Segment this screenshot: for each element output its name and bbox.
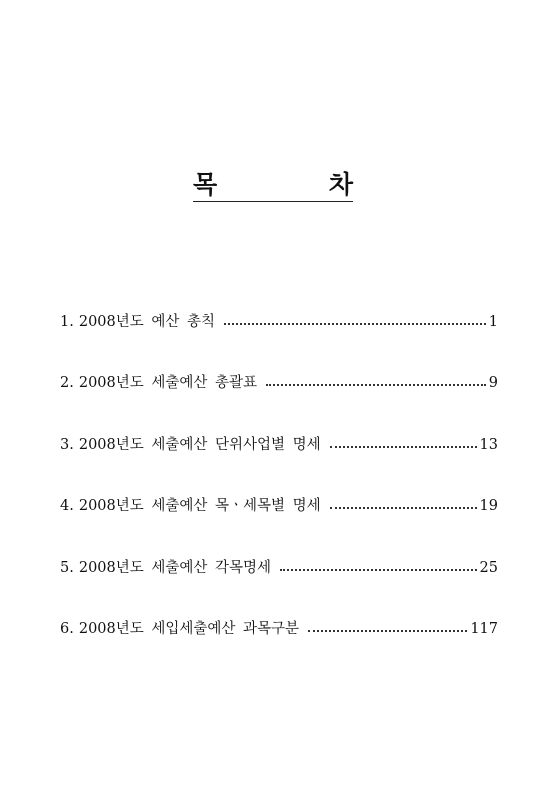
- toc-entry-label: 2008년도 세입세출예산 과목구분: [78, 620, 300, 637]
- toc-entry-number: 1.: [60, 314, 74, 330]
- toc-entry-label: 2008년도 세출예산 총괄표: [78, 375, 258, 392]
- toc-entry-3: [60, 433, 498, 457]
- toc-entry-6: [60, 617, 498, 641]
- toc-entry-number: 2.: [60, 375, 74, 392]
- toc-entry-number: 5.: [60, 559, 74, 576]
- toc-list: [60, 310, 498, 678]
- dot-leader: [308, 630, 467, 632]
- toc-title: [193, 170, 353, 200]
- dot-leader: [330, 507, 477, 509]
- toc-title-right-char: 차: [328, 170, 353, 199]
- toc-entry-2: [60, 371, 498, 395]
- toc-entry-page: 117: [470, 620, 498, 637]
- toc-entry-page: 1: [488, 314, 498, 330]
- toc-entry-4: [60, 494, 498, 518]
- toc-entry-number: 6.: [60, 620, 74, 637]
- toc-entry-number: 3.: [60, 436, 74, 453]
- toc-entry-label: 2008년도 세출예산 목ㆍ세목별 명세: [78, 498, 321, 515]
- toc-entry-1: [60, 310, 498, 334]
- toc-entry-page: 9: [488, 375, 498, 392]
- toc-entry-number: 4.: [60, 498, 74, 515]
- dot-leader: [330, 446, 477, 448]
- toc-entry-page: 13: [479, 436, 498, 453]
- toc-title-left-char: 목: [193, 170, 218, 199]
- toc-entry-5: [60, 556, 498, 580]
- dot-leader: [266, 384, 486, 386]
- toc-entry-label: 2008년도 예산 총칙: [78, 314, 216, 330]
- toc-entry-label: 2008년도 세출예산 각목명세: [78, 559, 272, 576]
- toc-entry-label: 2008년도 세출예산 단위사업별 명세: [78, 436, 321, 453]
- title-underline: [193, 201, 353, 202]
- toc-entry-page: 19: [479, 498, 498, 515]
- dot-leader: [280, 569, 477, 571]
- toc-entry-page: 25: [479, 559, 498, 576]
- dot-leader: [224, 323, 486, 325]
